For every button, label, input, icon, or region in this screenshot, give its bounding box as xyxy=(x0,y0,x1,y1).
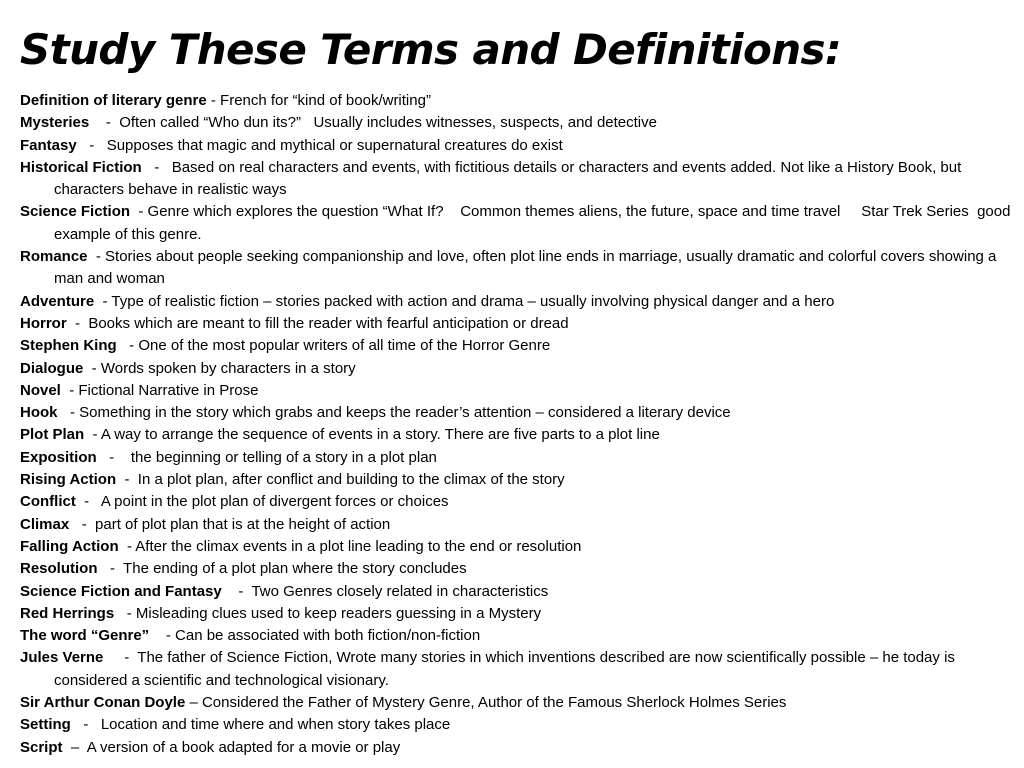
term-row xyxy=(20,246,1012,291)
term-row xyxy=(20,402,1012,424)
term-name: Sir Arthur Conan Doyle xyxy=(20,694,186,712)
term-name: Science Fiction xyxy=(20,203,131,221)
term-name: Falling Action xyxy=(20,537,119,555)
term-definition: - In a plot plan, after conflict and building to the climax of the story xyxy=(116,471,565,489)
term-name: Script xyxy=(20,738,63,756)
term-row xyxy=(20,581,1012,603)
term-definition: - Often called “Who dun its?” Usually includes witnesses, suspects, and detective xyxy=(89,114,657,132)
term-row xyxy=(20,447,1012,469)
term-definition: - Can be associated with both fiction/non-fiction xyxy=(149,627,481,645)
term-definition: - Words spoken by characters in a story xyxy=(83,359,356,377)
term-definition: - After the climax events in a plot line leading to the end or resolution xyxy=(118,537,582,555)
term-definition: - Stories about people seeking companionship and love, often plot line ends in marriage, usually dramatic and colorful covers showing a man and woman xyxy=(54,248,1001,288)
term-name: Stephen King xyxy=(20,337,117,355)
term-name: The word “Genre” xyxy=(20,627,150,645)
term-definition: - French for “kind of book/writing” xyxy=(206,92,431,109)
term-row xyxy=(20,291,1012,313)
term-row xyxy=(20,491,1012,513)
term-row xyxy=(20,424,1012,446)
term-name: Plot Plan xyxy=(20,426,85,444)
term-row xyxy=(20,536,1012,558)
term-row xyxy=(20,112,1012,134)
term-definition: - The ending of a plot plan where the story concludes xyxy=(97,560,467,578)
term-name: Romance xyxy=(20,248,88,266)
term-definition: - part of plot plan that is at the height of action xyxy=(69,515,391,533)
term-name: Setting xyxy=(20,716,71,734)
term-name: Horror xyxy=(20,314,67,332)
term-row xyxy=(20,157,1012,202)
term-definition: - Location and time where and when story takes place xyxy=(70,716,451,734)
term-row xyxy=(20,135,1012,157)
term-row xyxy=(20,647,1012,692)
term-name: Red Herrings xyxy=(20,604,115,622)
term-name: Science Fiction and Fantasy xyxy=(20,582,222,600)
term-name: Mysteries xyxy=(20,114,90,132)
term-definition: – A version of a book adapted for a movie or play xyxy=(62,738,401,756)
term-name: Jules Verne xyxy=(20,649,104,667)
term-name: Definition of literary genre xyxy=(20,92,207,109)
term-definition: - The father of Science Fiction, Wrote many stories in which inventions described are now scientifically possible – he today is considered a scientific and technological visionary. xyxy=(54,649,960,689)
term-name: Resolution xyxy=(20,560,98,578)
term-row xyxy=(20,603,1012,625)
term-definition: - the beginning or telling of a story in a plot plan xyxy=(96,448,437,466)
term-row xyxy=(20,714,1012,736)
term-row xyxy=(20,469,1012,491)
term-definition: - Books which are meant to fill the reader with fearful anticipation or dread xyxy=(66,314,569,332)
term-row xyxy=(20,335,1012,357)
term-definition: - Something in the story which grabs and keeps the reader’s attention – considered a literary device xyxy=(57,404,731,422)
term-row xyxy=(20,313,1012,335)
term-definition: - Two Genres closely related in characteristics xyxy=(221,582,549,600)
term-definition: - Genre which explores the question “What If? Common themes aliens, the future, space and time travel Star Trek Series good example of this genre. xyxy=(54,203,1015,243)
term-definition: - Based on real characters and events, with fictitious details or characters and events added. Not like a History Book, but characters behave in realistic ways xyxy=(54,158,966,199)
term-definition: – Considered the Father of Mystery Genre, Author of the Famous Sherlock Holmes Series xyxy=(185,694,787,712)
term-row xyxy=(20,625,1012,647)
term-name: Exposition xyxy=(20,448,97,466)
term-row xyxy=(20,380,1012,402)
term-definition: - A point in the plot plan of divergent forces or choices xyxy=(75,493,449,511)
term-name: Hook xyxy=(20,404,58,422)
term-row xyxy=(20,358,1012,380)
term-row xyxy=(20,514,1012,536)
term-definition: - Misleading clues used to keep readers guessing in a Mystery xyxy=(114,604,542,622)
term-name: Rising Action xyxy=(20,471,117,489)
term-name: Historical Fiction xyxy=(20,158,142,176)
term-row xyxy=(20,692,1012,714)
term-row xyxy=(20,90,1012,112)
term-row xyxy=(20,558,1012,580)
term-row xyxy=(20,737,1012,759)
term-name: Fantasy xyxy=(20,136,77,154)
term-definition: - Type of realistic fiction – stories packed with action and drama – usually involving physical danger and a hero xyxy=(94,292,835,310)
term-row xyxy=(20,201,1015,246)
term-definition: - A way to arrange the sequence of events in a story. There are five parts to a plot line xyxy=(84,426,660,444)
term-name: Conflict xyxy=(20,493,76,511)
terms-list xyxy=(20,90,1015,759)
term-definition: - One of the most popular writers of all time of the Horror Genre xyxy=(116,337,551,355)
page-title: Study These Terms and Definitions: xyxy=(20,25,842,74)
term-definition: - Fictional Narrative in Prose xyxy=(60,381,259,399)
term-name: Novel xyxy=(20,381,61,399)
term-name: Dialogue xyxy=(20,359,84,377)
term-name: Adventure xyxy=(20,292,95,310)
term-definition: - Supposes that magic and mythical or supernatural creatures do exist xyxy=(76,136,563,154)
term-name: Climax xyxy=(20,515,70,533)
